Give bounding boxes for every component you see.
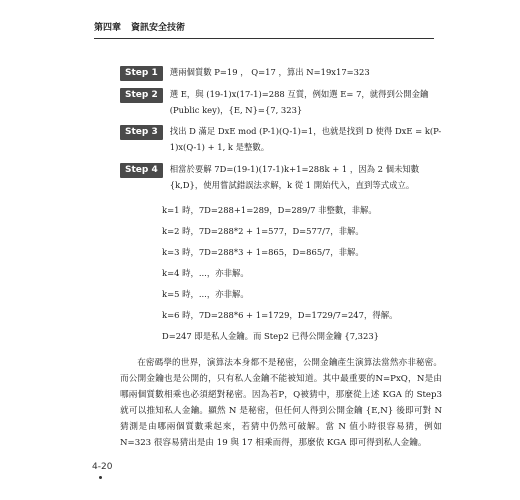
calc-line: k=2 時，7D=288*2 + 1=577，D=577/7，非解。 <box>162 226 364 236</box>
chapter-label: 第四章 <box>94 23 122 33</box>
step-3-text: 找出 D 滿足 DxE mod (P-1)(Q-1)=1，也就是找到 D 使得 DxE = k(P-1)x(Q-1) + 1, k 是整數。 <box>169 126 442 152</box>
header-divider <box>94 38 434 39</box>
page-number: 4-20 <box>92 462 113 472</box>
calc-conclusion: D=247 即是私人金鑰。而 Step2 已得公開金鑰 {7,323} <box>162 331 379 341</box>
step-1 <box>120 66 442 81</box>
calc-line: k=6 時，7D=288*6 + 1=1729，D=1729/7=247，得解。 <box>162 310 398 320</box>
step-3-badge: Step 3 <box>120 125 163 140</box>
step-4-badge: Step 4 <box>120 163 163 178</box>
calc-line: k=5 時，...，亦非解。 <box>162 289 249 299</box>
step-4-text: 相當於要解 7D=(19-1)(17-1)k+1=288k + 1 ，因為 2 個未知數 {k,D}，使用嘗試錯誤法求解，k 從 1 開始代入，直到等式成立。 <box>169 164 420 190</box>
step-1-text: 選兩個質數 P=19 ， Q=17 ，算出 N=19x17=323 <box>169 67 370 77</box>
calc-line: k=1 時，7D=288+1=289，D=289/7 非整數，非解。 <box>162 205 377 215</box>
step-3 <box>120 125 442 155</box>
calc-line: k=3 時，7D=288*3 + 1=865，D=865/7，非解。 <box>162 247 364 257</box>
step-2-text: 選 E，與 (19-1)x(17-1)=288 互質，例如選 E= 7，就得到公開金鑰 (Public key)，{E, N}={7, 323} <box>169 89 429 115</box>
step-1-badge: Step 1 <box>120 66 163 81</box>
page-number-dot <box>99 476 102 479</box>
step-2 <box>120 88 442 118</box>
step-4 <box>120 163 442 193</box>
chapter-title: 資訊安全技術 <box>131 23 186 33</box>
page-header <box>94 20 434 33</box>
step-2-badge: Step 2 <box>120 88 163 103</box>
body-paragraph: 在密碼學的世界，演算法本身都不是秘密，公開金鑰產生演算法當然亦非秘密。而公開金鑰也是公開的，只有私人金鑰不能被知道。其中最重要的N=PxQ，N是由哪兩個質數相乘也必須絕對秘密。因為若P，Q被猜中，那麼從上述 KGA 的 Step3 就可以推知私人金鑰。顯然 N 是秘密，但任何人得到公開金鑰 {E,N} 後即可對 N 猜測是由哪兩個質數乘起來，若猜中仍然可破解。當 N 值小時很容易猜，例如 N=323 很容易猜出是由 19 與 17 相乘而得，那麼依 KGA 即可得到私人金鑰。 <box>120 358 442 448</box>
calc-line: k=4 時，...，亦非解。 <box>162 268 249 278</box>
